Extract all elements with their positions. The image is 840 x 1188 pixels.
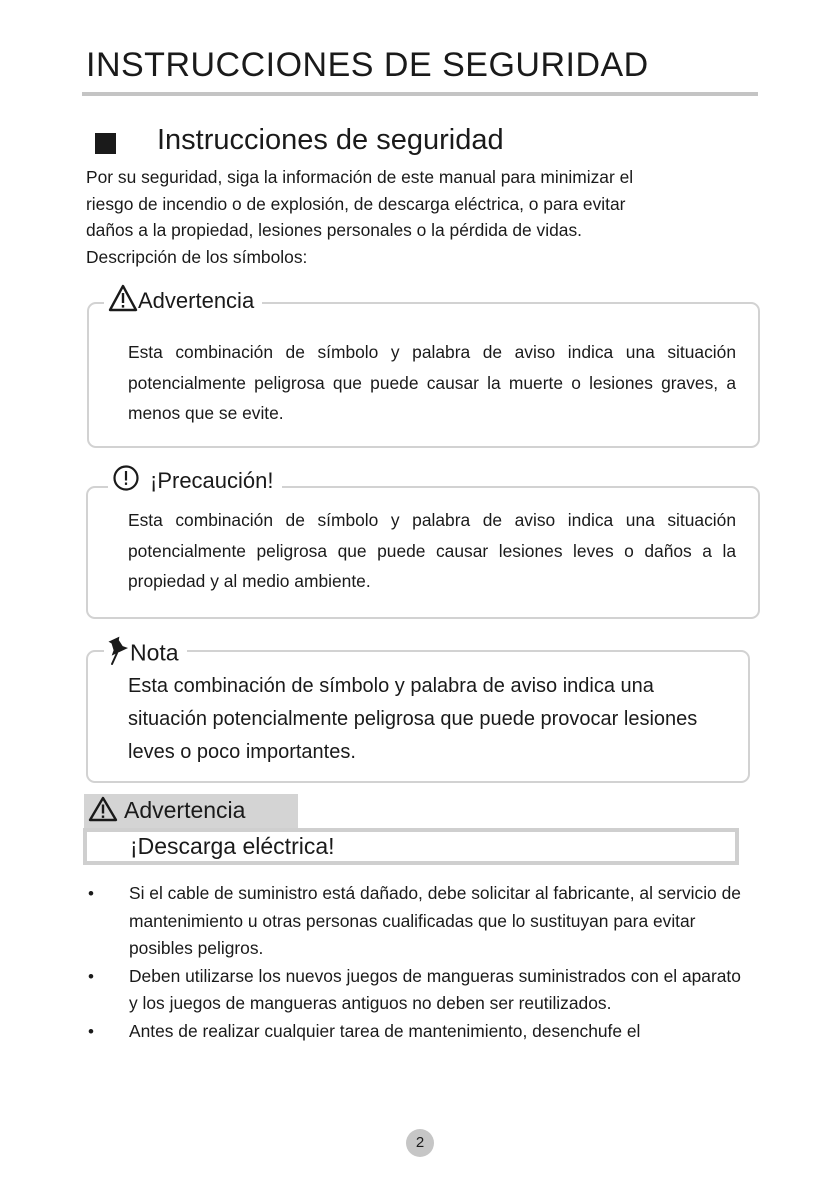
page-number-badge: 2 — [406, 1129, 434, 1157]
nota-text: Esta combinación de símbolo y palabra de aviso indica una situación potencialmente peligrosa que puede provocar lesiones leves o poco importantes. — [128, 675, 698, 763]
bullet-dot: • — [88, 966, 94, 986]
section-title: Instrucciones de seguridad — [157, 124, 504, 156]
advertencia-label — [104, 284, 262, 320]
page-title: INSTRUCCIONES DE SEGURIDAD — [86, 46, 649, 84]
warning-triangle-icon — [108, 284, 138, 320]
intro-line: Por su seguridad, siga la información de este manual para minimizar el — [86, 167, 634, 187]
precaucion-label — [108, 464, 282, 500]
intro-line: riesgo de incendio o de explosión, de descarga eléctrica, o para evitar — [86, 193, 626, 214]
pushpin-icon — [108, 636, 130, 673]
intro-line: daños a la propiedad, lesiones personales o la pérdida de vidas. — [86, 220, 582, 240]
intro-line: Descripción de los símbolos: — [86, 246, 308, 267]
shock-subtitle: ¡Descarga eléctrica! — [130, 833, 335, 859]
warning-banner-label — [88, 796, 245, 828]
advertencia-text: Esta combinación de símbolo y palabra de aviso indica una situación potencialmente peligrosa que puede causar la muerte o lesiones graves, a menos que se evite. — [128, 342, 736, 423]
intro-paragraph — [86, 164, 746, 270]
list-item — [86, 963, 746, 1018]
bullet-text: Si el cable de suministro está dañado, debe solicitar al fabricante, al servicio de mantenimiento u otras personas cualificadas que lo sustituyan para evitar posibles peligros. — [129, 883, 741, 958]
exclamation-circle-icon — [112, 464, 140, 500]
precaucion-label-text: ¡Precaución! — [150, 467, 274, 493]
nota-label — [104, 636, 187, 673]
advertencia-label-text: Advertencia — [138, 287, 255, 313]
nota-label-text: Nota — [130, 639, 179, 666]
list-item — [86, 1018, 746, 1046]
bullet-dot: • — [88, 884, 94, 903]
warning-triangle-icon — [88, 796, 118, 828]
bullet-text: Deben utilizarse los nuevos juegos de mangueras suministrados con el aparato y los juegos de mangueras antiguos no deben ser reutilizados. — [129, 965, 741, 1013]
warning-banner-text: Advertencia — [124, 797, 246, 824]
bullet-dot: • — [88, 1021, 94, 1041]
bullet-text: Antes de realizar cualquier tarea de mantenimiento, desenchufe el — [129, 1020, 641, 1041]
square-bullet-icon — [95, 133, 116, 154]
list-item — [86, 880, 746, 963]
title-divider — [82, 92, 758, 96]
safety-bullet-list — [86, 880, 746, 1045]
precaucion-text: Esta combinación de símbolo y palabra de aviso indica una situación potencialmente peligrosa que puede causar lesiones leves o daños a la propiedad y al medio ambiente. — [128, 510, 736, 591]
